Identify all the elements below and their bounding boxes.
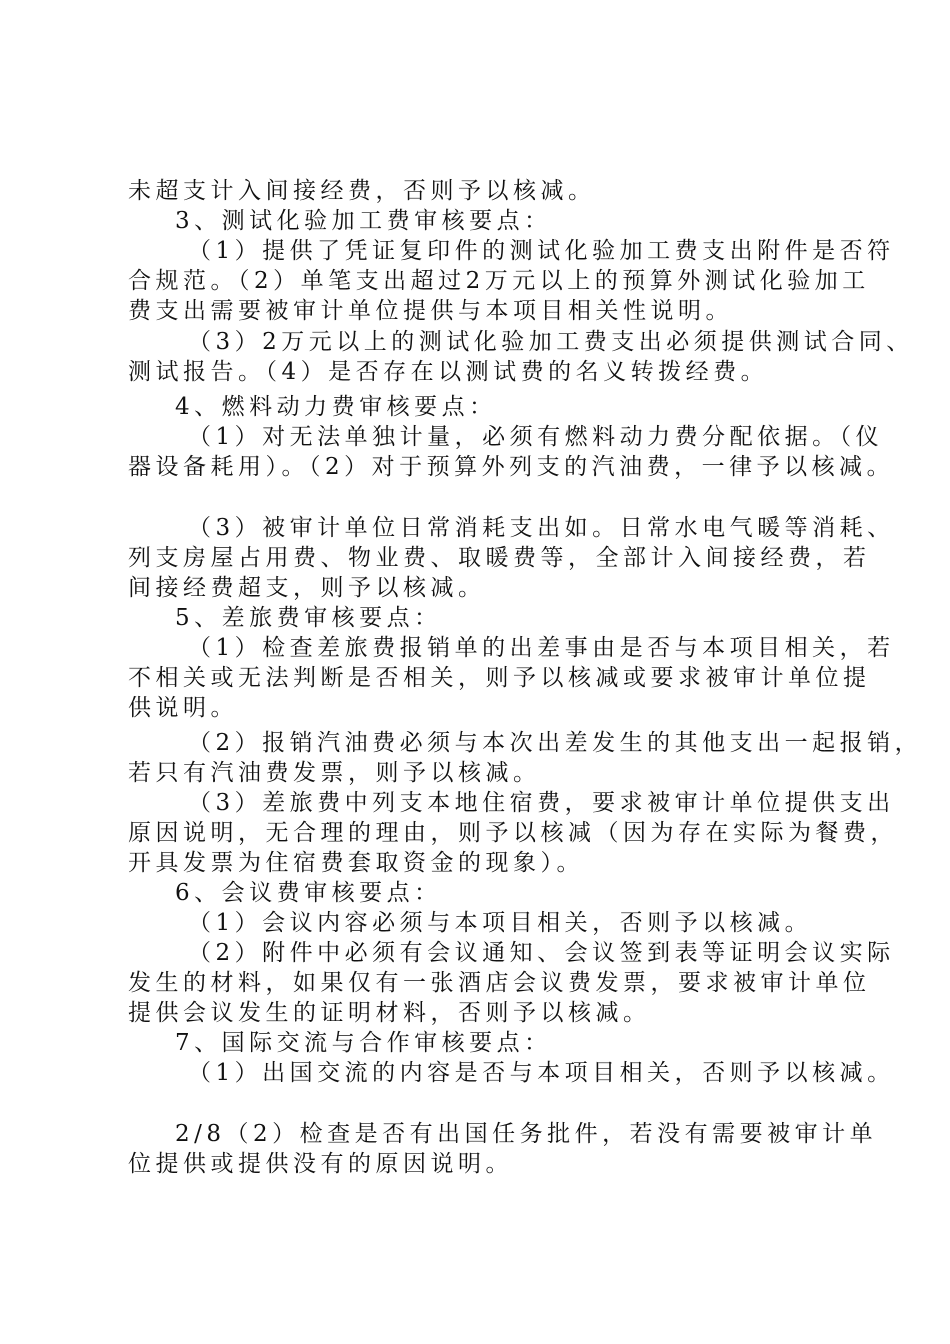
text-line: （3）被审计单位日常消耗支出如。日常水电气暖等消耗、 <box>188 515 895 541</box>
text-line: 提供会议发生的证明材料，否则予以核减。 <box>128 1000 651 1026</box>
text-line: 原因说明，无合理的理由，则予以核减（因为存在实际为餐费， <box>128 820 898 846</box>
text-line: 2/8（2）检查是否有出国任务批件，若没有需要被审计单 <box>175 1121 878 1147</box>
text-line: 位提供或提供没有的原因说明。 <box>128 1151 513 1177</box>
text-line: （1）检查差旅费报销单的出差事由是否与本项目相关，若 <box>188 635 895 661</box>
text-line: （1）会议内容必须与本项目相关，否则予以核减。 <box>188 910 813 936</box>
text-line: 费支出需要被审计单位提供与本项目相关性说明。 <box>128 298 733 324</box>
section-heading: 5、差旅费审核要点： <box>175 605 442 631</box>
text-line: 供说明。 <box>128 695 238 721</box>
section-heading: 3、测试化验加工费审核要点： <box>175 208 552 234</box>
text-line: （2）附件中必须有会议通知、会议签到表等证明会议实际 <box>188 940 895 966</box>
text-line: 间接经费超支，则予以核减。 <box>128 575 486 601</box>
text-line: 若只有汽油费发票，则予以核减。 <box>128 760 541 786</box>
section-heading: 6、会议费审核要点： <box>175 880 442 906</box>
text-line: 合规范。（2）单笔支出超过2万元以上的预算外测试化验加工 <box>128 268 870 294</box>
text-line: 发生的材料，如果仅有一张酒店会议费发票，要求被审计单位 <box>128 970 871 996</box>
text-line: 未超支计入间接经费，否则予以核减。 <box>128 178 596 204</box>
text-line: 测试报告。（4）是否存在以测试费的名义转拨经费。 <box>128 359 769 385</box>
text-line: （3）差旅费中列支本地住宿费，要求被审计单位提供支出 <box>188 790 895 816</box>
text-line: 列支房屋占用费、物业费、取暖费等，全部计入间接经费，若 <box>128 545 871 571</box>
text-line: 开具发票为住宿费套取资金的现象）。 <box>128 850 584 876</box>
section-heading: 4、燃料动力费审核要点： <box>175 394 497 420</box>
section-heading: 7、国际交流与合作审核要点： <box>175 1030 552 1056</box>
text-line: （1）对无法单独计量，必须有燃料动力费分配依据。（仪 <box>188 424 884 450</box>
text-line: （1）出国交流的内容是否与本项目相关，否则予以核减。 <box>188 1060 895 1086</box>
text-line: （2）报销汽油费必须与本次出差发生的其他支出一起报销， <box>188 730 923 756</box>
text-line: （3）2万元以上的测试化验加工费支出必须提供测试合同、 <box>188 329 914 355</box>
text-line: 不相关或无法判断是否相关，则予以核减或要求被审计单位提 <box>128 665 871 691</box>
text-line: 器设备耗用）。（2）对于预算外列支的汽油费，一律予以核减。 <box>128 454 895 480</box>
text-line: （1）提供了凭证复印件的测试化验加工费支出附件是否符 <box>188 238 895 264</box>
